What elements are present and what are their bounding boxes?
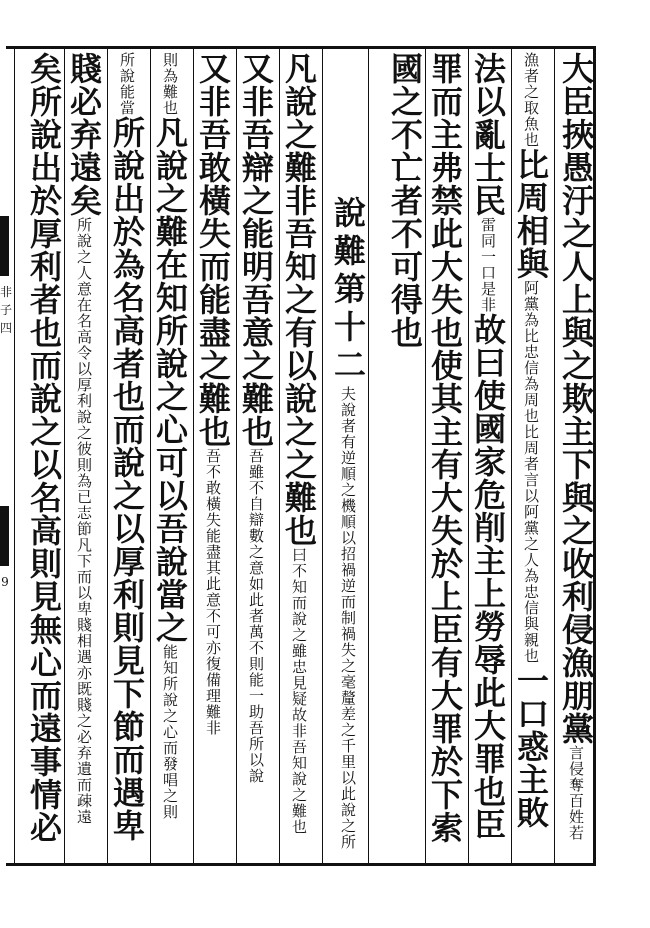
text-column-1: 大臣挾愚汙之人上與之欺主下與之收利侵漁朋黨言侵奪百姓若 [554, 46, 596, 866]
text-column-4: 罪而主弗禁此大失也使其主有大失於上臣有大罪於下索 [425, 46, 465, 866]
chapter-title: 說難第十二 [329, 196, 367, 386]
spine-glyph: 四 [0, 321, 13, 335]
text-column-5: 國之不亡者不可得也 [368, 46, 425, 866]
text-column-13: 矣所說出於厚利者也而說之以名高則見無心而遠事情必 [14, 46, 64, 866]
spine-glyph: 子 [0, 303, 13, 317]
spine-glyph: 非 [0, 285, 13, 299]
text-column-7: 凡說之難非吾知之有以說之之難也曰不知而說之雖忠見疑故非吾知說之難也 [279, 46, 319, 866]
text-column-3: 法以亂士民雷同一口是非故曰使國家危削主上勞辱此大罪也臣 [468, 46, 508, 866]
chapter-title-column: 說難第十二夫說者有逆順之機順以招禍逆而制禍失之毫釐差之千里以此說之所 [322, 46, 368, 866]
text-column-2: 漁者之取魚也比周相與阿黨為比忠信為周也比周者言以阿黨之人為忠信與親也一口惑主敗 [511, 46, 551, 866]
text-column-12: 賤必弃遠矣所說之人意在名高令以厚利說之彼則為已志節凡下而以卑賤相遇亦既賤之必弃遺而疎遠 [64, 46, 104, 866]
text-column-11: 所說能當所說出於為名高者也而說之以厚利則見下節而遇卑 [107, 46, 147, 866]
text-column-9: 又非吾敢橫失而能盡之難也吾不敢橫失能盡其此意不可亦復備理難非 [193, 46, 233, 866]
text-column-10: 則為難也凡說之難在知所說之心可以吾說當之能知所說之心而發唱之則 [150, 46, 190, 866]
text-column-8: 又非吾辯之能明吾意之難也吾雖不自辯數之意如此者萬不則能一助吾所以說 [236, 46, 276, 866]
spine-glyph: 9 [1, 575, 9, 589]
